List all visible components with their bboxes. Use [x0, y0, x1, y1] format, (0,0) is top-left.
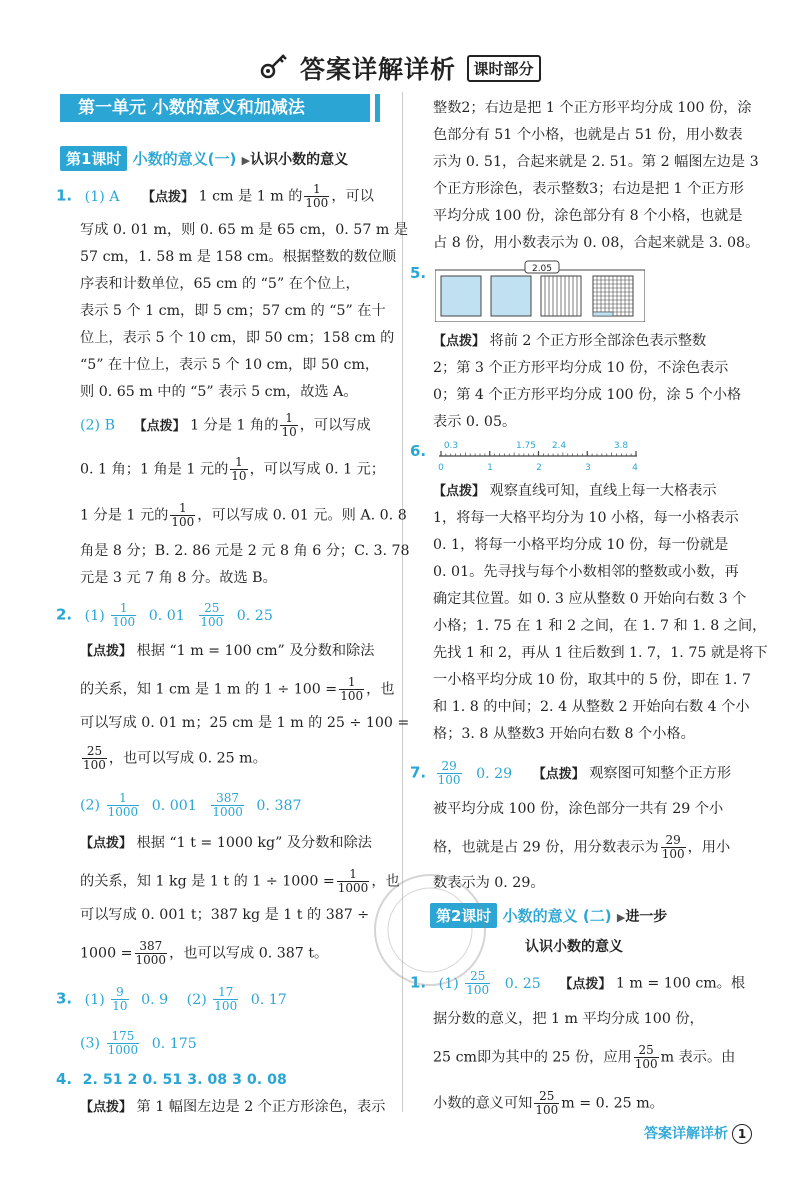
text-line: 平均分成 100 份，涂色部分有 8 个小格，也就是 — [433, 208, 743, 224]
lesson2-question-1: 1. (1) $\frac{25}{100}$ 0. 25 【点拨】 1 m = 100 cm。根 — [410, 969, 746, 997]
text-line: 表示 0. 05。 — [433, 414, 517, 430]
question-1: 1. (1) A 【点拨】 1 cm 是 1 m 的 $\frac{1}{100}$ ，可以 — [56, 182, 374, 210]
text-line: 1 分是 1 元的 $\frac{1}{100}$ ，可以写成 0. 01 元。则 A. 0. 8 — [80, 501, 407, 529]
text-line: 0. 1，将每一小格平均分成 10 份，每一份就是 — [433, 537, 729, 553]
tenths-square — [541, 276, 581, 316]
text-line: 表示 5 个 1 cm，即 5 cm；57 cm 的 “5” 在十 — [80, 303, 386, 319]
number-line-top-label: 2.4 — [551, 441, 567, 451]
text-line: 1000 = $\frac{387}{1000}$ ，也可以写成 0. 387 t。 — [80, 939, 329, 967]
text-line: 小格；1. 75 在 1 和 2 之间，在 1. 7 和 1. 8 之间， — [433, 618, 767, 634]
text-line: 0. 1 角；1 角是 1 元的 $\frac{1}{10}$ ，可以写成 0. 1 元； — [80, 455, 385, 483]
number-line-tick-label: 0 — [438, 463, 444, 473]
page-title: 答案详解详析 — [299, 55, 456, 84]
text-line: 个正方形涂色，表示整数3；右边是把 1 个正方形 — [433, 181, 744, 197]
text-line: 0；第 4 个正方形平均分成 100 份，涂 5 个小格 — [433, 387, 742, 403]
watermark-stamp — [360, 860, 500, 1000]
text-line: 写成 0. 01 m，则 0. 65 m 是 65 cm，0. 57 m 是 — [80, 222, 409, 238]
text-line: 占 8 份，用小数表示为 0. 08，合起来就是 3. 08。 — [433, 235, 760, 251]
text-line: 整数2；右边是把 1 个正方形平均分成 100 份，涂 — [433, 100, 752, 116]
question-2b: (2) $\frac{1}{1000}$ 0. 001 $\frac{387}{1000}$ 0. 387 — [80, 791, 302, 819]
question-1b: (2) B 【点拨】 1 分是 1 角的 $\frac{1}{10}$ ，可以写成 — [80, 411, 371, 439]
section-tag: 课时部分 — [467, 55, 541, 82]
question-4: 4. 2. 51 2 0. 51 3. 08 3 0. 08 — [56, 1070, 287, 1088]
page-footer: 答案详解详析 1 — [644, 1123, 752, 1144]
number-line-tick-label: 3 — [585, 463, 591, 473]
text-line: 【点拨】 第 1 幅图左边是 2 个正方形涂色，表示 — [80, 1099, 386, 1115]
text-line: 【点拨】 根据 “1 t = 1000 kg” 及分数和除法 — [80, 835, 372, 851]
text-line: 位上，表示 5 个 10 cm，即 50 cm；158 cm 的 — [80, 330, 395, 346]
text-line: 2；第 3 个正方形平均分成 10 份，不涂色表示 — [433, 360, 729, 376]
number-line-top-label: 1.75 — [515, 441, 537, 451]
text-line: 和 1. 8 的中间；2. 4 从整数 2 开始向右数 4 个小 — [433, 699, 750, 715]
text-line: 【点拨】 观察直线可知，直线上每一大格表示 — [433, 483, 717, 499]
text-line: 元是 3 元 7 角 8 分。故选 B。 — [80, 570, 277, 586]
question-3: 3. (1) $\frac{9}{10}$ 0. 9 (2) $\frac{17}{100}$ 0. 17 — [56, 985, 287, 1013]
number-line-tick-label: 4 — [632, 463, 638, 473]
squares-figure — [435, 260, 645, 322]
text-line: 确定其位置。如 0. 3 应从整数 0 开始向右数 3 个 — [433, 591, 747, 607]
text-line: 色部分有 51 个小格，也就是占 51 份，用小数表 — [433, 127, 743, 143]
lesson-heading: 第1课时 小数的意义(一) ▶认识小数的意义 — [60, 146, 348, 171]
banner-stripes — [345, 94, 385, 122]
text-line: 57 cm，1. 58 m 是 158 cm。根据整数的数位顺 — [80, 249, 397, 265]
figure-label: 2.05 — [531, 264, 553, 274]
text-line: 【点拨】 将前 2 个正方形全部涂色表示整数 — [433, 333, 707, 349]
text-line: 小数的意义可知 $\frac{25}{100}$ m = 0. 25 m。 — [433, 1089, 664, 1117]
question-5-number: 5. — [410, 264, 427, 282]
text-line: 示为 0. 51，合起来就是 2. 51。第 2 幅图左边是 3 — [433, 154, 759, 170]
number-line — [435, 438, 645, 474]
text-line: 则 0. 65 m 中的 “5” 表示 5 cm，故选 A。 — [80, 384, 358, 400]
number-line-tick-label: 2 — [536, 463, 542, 473]
text-line: 据分数的意义，把 1 m 平均分成 100 份， — [433, 1011, 704, 1027]
text-line: 1，将每一大格平均分为 10 小格，每一小格表示 — [433, 510, 739, 526]
text-line: 格，也就是占 29 份，用分数表示为 $\frac{29}{100}$ ，用小 — [433, 833, 731, 861]
question-3c: (3) $\frac{175}{1000}$ 0. 175 — [80, 1029, 197, 1057]
text-line: $\frac{25}{100}$ ，也可以写成 0. 25 m。 — [83, 744, 267, 772]
number-line-top-label: 3.8 — [613, 441, 629, 451]
text-line: 的关系，知 1 kg 是 1 t 的 1 ÷ 1000 = $\frac{1}{1000}$ ，也 — [80, 867, 400, 895]
number-line-tick-label: 1 — [487, 463, 493, 473]
text-line: 数表示为 0. 29。 — [433, 875, 545, 891]
question-6-number: 6. — [410, 442, 427, 460]
question-7: 7. $\frac{29}{100}$ 0. 29 【点拨】 观察图可知整个正方形 — [410, 759, 732, 787]
text-line: 角是 8 分；B. 2. 86 元是 2 元 8 角 6 分；C. 3. 78 — [80, 543, 410, 559]
text-line: 0. 01。先寻找与每个小数相邻的整数或小数，再 — [433, 564, 739, 580]
text-line: 可以写成 0. 001 t；387 kg 是 1 t 的 387 ÷ — [80, 907, 370, 923]
text-line: 【点拨】 根据 “1 m = 100 cm” 及分数和除法 — [80, 643, 375, 659]
page-number: 1 — [732, 1124, 752, 1144]
text-line: 序表和计数单位，65 cm 的 “5” 在个位上， — [80, 276, 360, 292]
text-line: 一小格平均分成 10 份，取其中的 5 份，即在 1. 7 — [433, 672, 751, 688]
page-header — [0, 50, 800, 86]
text-line: 的关系，知 1 cm 是 1 m 的 1 ÷ 100 = $\frac{1}{100}$ ，也 — [80, 675, 395, 703]
text-line: “5” 在十位上，表示 5 个 10 cm，即 50 cm， — [80, 357, 380, 373]
text-line: 格；3. 8 从整数3 开始向右数 8 个小格。 — [433, 726, 695, 742]
text-line: 先找 1 和 2，再从 1 往后数到 1. 7，1. 75 就是将下 — [433, 645, 768, 661]
number-line-top-label: 0.3 — [443, 441, 459, 451]
hundredths-square — [593, 276, 633, 316]
fraction: $\frac{1}{100}$ — [305, 182, 329, 210]
question-2: 2. (1) $\frac{1}{100}$ 0. 01 $\frac{25}{100}$ 0. 25 — [56, 601, 273, 629]
text-line: 25 cm即为其中的 25 份，应用 $\frac{25}{100}$ m 表示。由 — [433, 1043, 736, 1071]
lesson-heading: 第2课时 小数的意义 (二) ▶进一步 — [430, 903, 667, 928]
text-line: 可以写成 0. 01 m；25 cm 是 1 m 的 25 ÷ 100 = — [80, 715, 410, 731]
key-icon — [259, 51, 289, 85]
text-line: 被平均分成 100 份，涂色部分一共有 29 个小 — [433, 801, 724, 817]
lesson-subheading: 认识小数的意义 — [525, 939, 623, 955]
unit-banner: 第一单元 小数的意义和加减法 — [60, 94, 370, 122]
